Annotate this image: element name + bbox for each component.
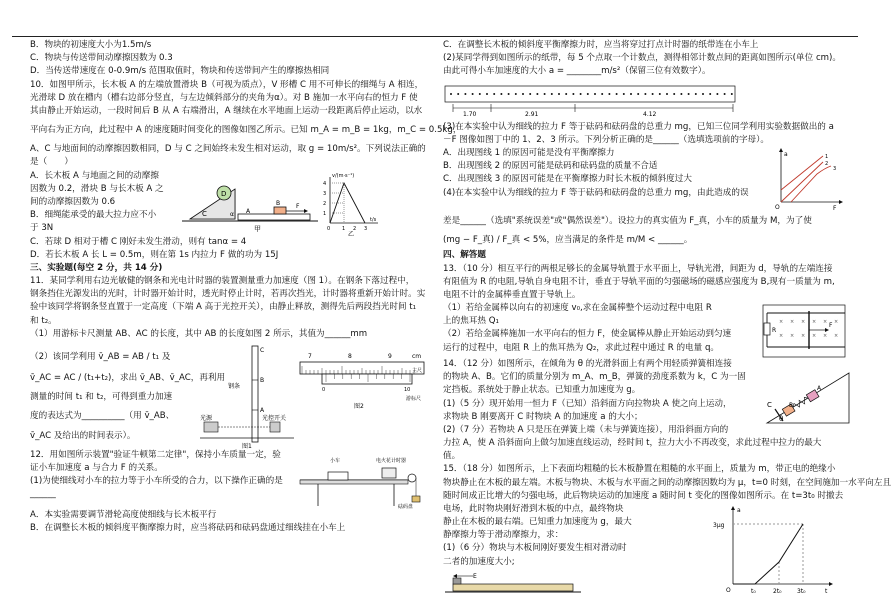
q12-4-line: 差是______（选填"系统误差"或"偶然误差"）。设拉力的真实值为 F_真，小车的质量为 M，为了使 — [443, 216, 812, 227]
tape-dot — [601, 93, 603, 95]
q10-options-block — [30, 171, 428, 237]
tape-dot — [695, 93, 697, 95]
tape-dot — [702, 93, 704, 95]
yi-xtick: 2 — [353, 225, 357, 232]
tape-dot — [731, 93, 733, 95]
main-tick-label: cm — [412, 352, 422, 360]
q12-4-line: (mg − F_真) / F_真 < 5%，应当满足的条件是 m/M < ______。 — [443, 235, 693, 246]
axis-a: a — [784, 151, 788, 159]
origin-o: O — [726, 586, 731, 594]
tape-dot — [565, 93, 567, 95]
caption-jia: 甲 — [254, 224, 261, 233]
tape-dot — [580, 93, 582, 95]
line-2-label: 2 — [825, 161, 829, 168]
axis-f: F — [833, 205, 837, 213]
xtick-2t0: 2t₀ — [773, 587, 782, 595]
q11-line: 钢条挡住光源发出的光时，计时器开始计时，透光时停止计时，若再次挡光，计时器将重新开始计时。实 — [30, 289, 426, 300]
label-r: R — [772, 327, 777, 335]
q9-option-b: B．物块的初速度大小为1.5m/s — [30, 40, 152, 50]
q13-text — [443, 303, 761, 359]
q13-line: 电阻不计的金属棒垂直置于导轨上。 — [443, 289, 581, 300]
q11-line: 测量的时间 t₁ 和 t₂，可得到重力加速 — [30, 392, 173, 403]
q11-line: 和 t₂。 — [30, 315, 57, 326]
tape-dot — [673, 93, 675, 95]
section-4-heading: 四、解答题 — [443, 250, 486, 261]
q12-3-option-b: B．出现图线 2 的原因可能是砝码和砝码盘的质量不合适 — [443, 161, 658, 172]
field-x-mark: × — [812, 319, 817, 326]
q12-3-option-c: C．出现图线 3 的原因可能是在平衡摩擦力时长木板的倾斜度过大 — [443, 174, 692, 185]
figure-1-drop-apparatus — [198, 342, 298, 450]
photogate — [270, 422, 280, 432]
q14-line: 力拉 A，使 A 沿斜面向上做匀加速直线运动，经时间 t，拉力大小不再改变，求此过程中拉力的最大 — [443, 438, 822, 449]
tape-dot — [659, 93, 661, 95]
q15-line: 随时间成正比增大的匀强电场，此后物块运动的加速度 a 随时间 t 变化的图像如图所示。在 t=3t₀ 时撤去 — [443, 490, 844, 501]
q12-line: 12．用如图所示装置"验证牛顿第二定律"，保持小车质量一定，验 — [30, 449, 281, 460]
label-c: C — [260, 346, 265, 354]
q12-text-col — [30, 450, 298, 510]
label-a: A — [817, 385, 822, 393]
q14-line: 求物块 B 刚要离开 C 时物块 A 的加速度 a 的大小； — [443, 411, 643, 422]
yi-xtick: 1 — [342, 225, 346, 232]
light-source — [204, 422, 218, 432]
right-column — [443, 40, 891, 610]
field-x-mark: × — [834, 319, 839, 326]
tape-dot — [464, 93, 466, 95]
label-steel: 钢条 — [228, 382, 241, 390]
label-theta: θ — [779, 415, 784, 424]
q11-line: （2）该同学利用 v̄_AB = AB / t₁ 及 — [30, 351, 171, 362]
line-1 — [781, 156, 823, 190]
vernier-tick-label: 10 — [404, 386, 411, 393]
label-vernier: 游标尺 — [406, 395, 422, 402]
q11-line: （1）用游标卡尺测量 AB、AC 的长度，其中 AB 的长度如图 2 所示，其值为______mm — [30, 328, 368, 339]
tape-dot — [522, 93, 524, 95]
label-a: A — [260, 406, 265, 414]
main-tick-label: 7 — [308, 352, 312, 360]
figure-q13-rails — [761, 303, 847, 359]
tape-dot — [587, 93, 589, 95]
label-cart: 小车 — [330, 457, 341, 464]
q14-line: 14．（12 分）如图所示，在倾角为 θ 的光滑斜面上有两个用轻质弹簧相连接 — [443, 359, 732, 370]
label-f: F — [829, 322, 833, 330]
q14-block — [443, 359, 855, 438]
axis-a: a — [737, 506, 741, 514]
q14-line: 值。 — [443, 451, 461, 462]
q13-line: 运行的过程中，电阻 R 上的焦耳热为 Q₂，求此过程中通过 R 的电量 q。 — [443, 342, 720, 353]
tape-dot — [724, 93, 726, 95]
q15-text — [443, 504, 713, 600]
ytick-3mug: 3μg — [713, 521, 725, 529]
tape-dot — [623, 93, 625, 95]
caption-fig2: 图2 — [354, 402, 364, 410]
q11-line: 验中该同学将钢条竖直置于一定高度（下端 A 高于光控开关），由静止释放，测得先后两段挡光时间 t₁ — [30, 302, 417, 313]
yi-ylabel: v/(m·s⁻¹) — [332, 172, 355, 179]
q10-option-a-cont: 因数为 0.2，滑块 B 与长木板 A 之 — [30, 183, 164, 194]
q15-line: 二者的加速度大小; — [443, 556, 515, 567]
q15-line: 静止在木板的最右端。已知重力加速度为 g，最大 — [443, 517, 632, 528]
q12-option-c: C．在调整长木板的倾斜度平衡摩擦力时，应当将穿过打点计时器的纸带连在小车上 — [443, 40, 759, 50]
label-weight-pan: 砝码盘 — [398, 503, 414, 510]
q12-option-b: B．在调整长木板的倾斜度平衡摩擦力时，应当将砝码和砝码盘通过细线挂在小车上 — [30, 523, 346, 534]
label-c: C — [202, 209, 207, 218]
q13-line: 上的焦耳热 Q₁ — [443, 316, 499, 327]
left-column — [30, 40, 462, 610]
tape-distance-1: 1.70 — [463, 110, 477, 118]
tape-dot — [637, 93, 639, 95]
tape-dot — [515, 93, 517, 95]
yi-xtick: 3 — [364, 225, 368, 232]
tape-dot — [608, 93, 610, 95]
tape-distance-2: 2.91 — [525, 110, 539, 118]
figure-ding-a-f-graph — [773, 148, 843, 213]
tape-dot — [472, 93, 474, 95]
header-rule — [12, 0, 858, 37]
yi-xlabel: t/s — [370, 216, 377, 223]
q10-line: 是（ ） — [30, 157, 73, 168]
field-x-mark: × — [779, 333, 784, 340]
label-photo-switch: 光控开关 — [262, 414, 287, 422]
q10-option-b-cont: 于 3N — [30, 223, 54, 234]
q11-line: v̄_AC = AC / (t₁+t₂)，求出 v̄_AB、v̄_AC，再利用 — [30, 373, 226, 384]
q9-option-c: C．物块与传送带间动摩擦因数为 0.3 — [30, 53, 173, 64]
q10-line: 光滑球 D 放在槽内（槽右边部分竖直，与左边倾斜部分的夹角为α）。对 B 施加一水平向右的恒力 F 使 — [30, 92, 418, 103]
q14-line: (2)（7 分）若物块 A 只是压在弹簧上端（未与弹簧连接），用沿斜面方向的 — [443, 424, 729, 435]
field-x-mark: × — [801, 333, 806, 340]
label-b: B — [276, 199, 281, 207]
label-alpha: α — [230, 210, 234, 218]
label-light-source: 光源 — [200, 414, 213, 422]
tape-dot — [616, 93, 618, 95]
weight-pan — [412, 496, 420, 502]
yi-ytick: 4 — [323, 180, 327, 187]
line-2 — [781, 162, 823, 202]
caption-fig1: 图1 — [242, 442, 252, 450]
tape-dot — [479, 93, 481, 95]
figure-q15-board — [443, 570, 583, 596]
tape-dot — [508, 93, 510, 95]
q12-3-line: (3)在本实验中认为细线的拉力 F 等于砝码和砝码盘的总重力 mg，已知三位同学利用实验数据做出的 a — [443, 121, 834, 132]
q14-line: (1)（5 分）现开始用一恒力 F（已知）沿斜面方向拉物块 A 使之向上运动， — [443, 398, 732, 409]
main-tick-label: 9 — [388, 352, 392, 360]
q15-line: 静摩擦力等于滑动摩擦力，求： — [443, 530, 564, 541]
tape-dot — [652, 93, 654, 95]
q13-line: 13．（10 分）相互平行的两根足够长的金属导轨置于水平面上，导轨光滑，间距为 d，导轨的左端连接 — [443, 263, 833, 274]
q11-line: v̄_AC 及给出的时间表示）。 — [30, 430, 136, 441]
axis-t: t — [825, 587, 828, 595]
label-d: D — [221, 189, 227, 198]
figure-q12-cart-setup — [298, 450, 426, 510]
field-x-mark: × — [812, 333, 817, 340]
tape-dot — [529, 93, 531, 95]
label-e: E — [473, 572, 477, 580]
q10-option-c: C．若球 D 相对于槽 C 刚好未发生滑动，则有 tanα = 4 — [30, 236, 247, 247]
xtick-3t0: 3t₀ — [797, 587, 806, 595]
q12-line: (1)为使细线对小车的拉力等于小车所受的合力，以下操作正确的是 — [30, 476, 283, 487]
line-1-label: 1 — [825, 154, 829, 161]
field-x-mark: × — [823, 333, 828, 340]
q10-option-d: D．若长木板 A 长 L = 0.5m，则在第 1s 内拉力 F 做的功为 15J — [30, 249, 279, 260]
section-3-heading: 三、实验题(每空 2 分，共 14 分) — [30, 262, 163, 273]
tape-dot — [630, 93, 632, 95]
label-c: C — [767, 401, 772, 410]
tape-dot — [716, 93, 718, 95]
field-x-mark: × — [801, 319, 806, 326]
q10-option-a: A．长木板 A 与地面之间的动摩擦 — [30, 170, 159, 181]
tape-dot — [644, 93, 646, 95]
q14-text — [443, 359, 765, 438]
long-board — [453, 584, 573, 591]
q10-line: 平向右为正方向，此过程中 A 的速度随时间变化的图像如图乙所示。已知 m_A = m_B = 1kg，m_C = 0.5kg， — [30, 125, 462, 136]
paper-tape — [445, 86, 735, 102]
field-x-mark: × — [823, 319, 828, 326]
q13-line: （1）若给金属棒以向右的初速度 v₀,求在金属棒整个运动过程中电阻 R — [443, 303, 712, 314]
block-b — [274, 207, 286, 214]
field-x-mark: × — [790, 333, 795, 340]
figure-yi-velocity-graph — [320, 171, 380, 237]
vernier-tick-label: 0 — [322, 386, 326, 393]
q12-3-options — [443, 148, 773, 210]
yi-ytick: 1 — [323, 210, 327, 217]
tape-dot — [551, 93, 553, 95]
figure-q15-a-t-graph — [713, 504, 835, 594]
figure-q14-incline — [765, 359, 851, 429]
q15-line: (1)（6 分）物块与木板间刚好要发生相对滑动时 — [443, 543, 627, 554]
q15-line: 电场，此时物块刚好滑到木板的中点，最终物块 — [443, 503, 624, 514]
q9-option-d: D．当传送带速度在 0-0.9m/s 范围取值时，物块和传送带间产生的摩擦热相同 — [30, 66, 330, 77]
tape-dot — [457, 93, 459, 95]
q15-line: 物块静止在木板的最左端。木板与物块、木板与水平面之间的动摩擦因数均为 μ，t=0 时刻，在空间施加一水平向左且 — [443, 477, 891, 488]
paper-tape-figure — [443, 80, 743, 118]
velocity-line — [330, 183, 365, 223]
field-x-mark: × — [779, 319, 784, 326]
origin-o: O — [775, 204, 780, 212]
a-t-line — [733, 524, 803, 584]
q12-option-a: A．本实验需要调节滑轮高度使细线与长木板平行 — [30, 509, 217, 520]
tape-dot — [450, 93, 452, 95]
label-b: B — [789, 402, 794, 410]
tape-dot — [536, 93, 538, 95]
q14-line: 定挡板。系统处于静止状态。已知重力加速度为 g。 — [443, 385, 641, 396]
q12-block — [30, 450, 428, 510]
tape-dot — [572, 93, 574, 95]
q11-line: 度的表达式为__________（用 v̄_AB、 — [30, 411, 175, 422]
pulley — [408, 474, 416, 482]
line-3 — [791, 166, 831, 202]
tape-dot — [680, 93, 682, 95]
tape-dot — [544, 93, 546, 95]
q15-line: 15．（18 分）如图所示，上下表面均粗糙的长木板静置在粗糙的水平面上，质量为 m，带正电的绝缘小 — [443, 464, 836, 475]
caption-yi: 乙 — [348, 230, 355, 238]
q11-line: 11．某同学利用右边光敏健的钢条和光电计时器的装置测量重力加速度（图 1）。在钢条下落过程中， — [30, 276, 415, 287]
tape-dot — [486, 93, 488, 95]
q13-line: （2）若给金属棒施加一水平向右的恒力 F，使金属棒从静止开始运动到匀速 — [443, 329, 732, 340]
tape-dot — [594, 93, 596, 95]
q10-option-a-cont: 间的动摩擦因数为 0.6 — [30, 196, 116, 207]
figure-jia — [180, 171, 320, 233]
q10-line: 10．如图甲所示，长木板 A 的左端放置滑块 B（可视为质点），V 形槽 C 用不可伸长的细绳与 A 相连， — [30, 79, 424, 90]
resistor-r — [764, 323, 770, 335]
tape-dot — [666, 93, 668, 95]
q12-line: 证小车加速度 a 与合力 F 的关系。 — [30, 463, 163, 474]
tape-dot — [500, 93, 502, 95]
xtick-t0: t₀ — [751, 587, 756, 595]
line-3-label: 3 — [833, 166, 837, 173]
tape-dot — [709, 93, 711, 95]
q12-line: (2)某同学得到如图所示的纸带，每 5 个点取一个计数点，测得相邻计数点间的距离如图所示(单位 cm)。 — [443, 53, 841, 64]
yi-ytick: 3 — [323, 190, 327, 197]
q12-3-block — [443, 148, 855, 213]
field-x-mark: × — [834, 333, 839, 340]
label-a: A — [246, 207, 251, 215]
yi-ytick: 2 — [323, 200, 327, 207]
q13-line: 有阻值为 R 的电阻,导轨自身电阻不计，垂直于导轨平面的匀强磁场的磁感应强度为 B,现有一质量为 m, — [443, 276, 835, 287]
tape-distance-3: 4.12 — [643, 110, 657, 118]
label-timer: 电火花计时器 — [376, 457, 407, 464]
q10-option-b: B．细绳能承受的最大拉力应不小 — [30, 210, 157, 221]
main-tick-label: 8 — [348, 352, 352, 360]
label-f: F — [296, 202, 300, 210]
q12-4-line: (4)在本实验中认为细线的拉力 F 等于砝码和砝码盘的总重力 mg，由此造成的误 — [443, 187, 749, 198]
q12-3-line: －F 图像如图丁中的 1、2、3 所示。下列分析正确的是______（选填选项前的字母）。 — [443, 134, 770, 145]
tape-dot — [493, 93, 495, 95]
q14-line: 的物块 A、B。它们的质量分别为 m_A、m_B，弹簧的劲度系数为 k，C 为一固 — [443, 372, 746, 383]
q10-options-left — [30, 171, 180, 237]
small-block — [453, 578, 461, 584]
yi-xtick: 0 — [327, 225, 331, 232]
cart — [328, 472, 348, 480]
q13-block — [443, 303, 855, 359]
label-b: B — [260, 376, 265, 384]
q12-line: 由此可得小车加速度的大小 a = ________m/s²（保留三位有效数字）。 — [443, 66, 711, 77]
q10-line: A、C 与地面间的动摩擦因数相同，D 与 C 之间始终未发生相对运动，取 g = 10m/s²。下列说法正确的 — [30, 144, 426, 155]
vernier-scale — [322, 374, 412, 384]
label-main-scale: 主尺 — [412, 367, 423, 374]
tape-dot — [688, 93, 690, 95]
figure-2-vernier — [298, 342, 426, 412]
spark-timer — [382, 468, 396, 478]
field-x-mark: × — [790, 319, 795, 326]
q12-3-option-a: A．出现图线 1 的原因可能是没有平衡摩擦力 — [443, 148, 615, 159]
q10-line: 其由静止开始运动，一段时间后 B 从 A 右端滑出，A 继续在水平地面上运动一段距离后停止运动，以水 — [30, 105, 423, 116]
q11-body-block — [30, 342, 428, 450]
track — [300, 480, 408, 484]
q15-block — [443, 504, 855, 600]
steel-bar — [252, 346, 258, 442]
q12-line: ______ — [30, 489, 56, 500]
tape-dot — [558, 93, 560, 95]
